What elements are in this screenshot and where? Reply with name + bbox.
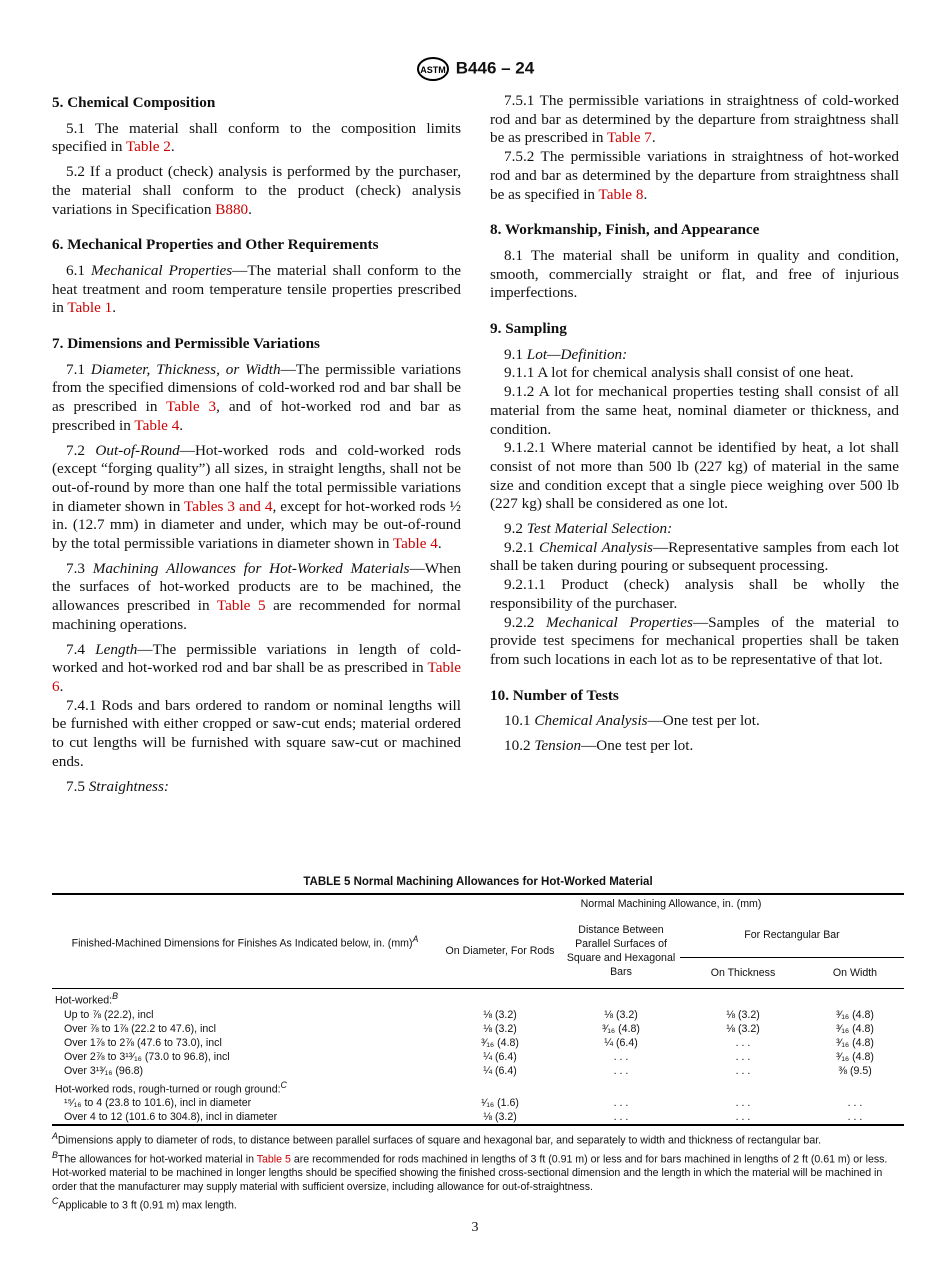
allowance-cell: ⅛ (3.2) xyxy=(604,1008,638,1021)
allowance-cell: ³⁄₁₆ (4.8) xyxy=(836,1022,874,1035)
table-row xyxy=(52,1050,904,1064)
text-run: 10.2 xyxy=(504,737,535,755)
allowance-cell: ³⁄₁₆ (4.8) xyxy=(602,1022,640,1035)
section-heading: 9. Sampling xyxy=(490,320,567,338)
cross-reference-link[interactable]: Table 3 xyxy=(166,398,217,416)
table-caption: TABLE 5 Normal Machining Allowances for Hot-Worked Material xyxy=(303,876,653,888)
text-run: are recommended for rods machined in lengths of 3 ft (0.91 m) or less and for bars machined in lengths of 2 ft (0.61 m) or less. Hot-worked material to be machined in longer lengths should be specified showing the finished cross-sectional dimension and the length in which the material will be machined in order that the manufacturer may supply material with sufficient oversize, including allowance for out-of-straightness. xyxy=(52,1153,888,1194)
page-header xyxy=(0,56,950,82)
paragraph xyxy=(490,737,899,756)
italic-term: Chemical Analysis xyxy=(538,538,653,556)
footnote xyxy=(52,1129,904,1148)
paragraph xyxy=(52,442,461,554)
dimension-cell: Up to ⅞ (22.2), incl xyxy=(64,1008,154,1021)
dimension-cell: Over 4 to 12 (101.6 to 304.8), incl in diameter xyxy=(64,1111,278,1124)
text-run: —The material shall conform to the heat treatment and room temperature tensile properties prescribed in xyxy=(52,261,461,317)
allowance-cell: ³⁄₁₆ (4.8) xyxy=(481,1036,519,1049)
table-row xyxy=(52,1096,904,1110)
section-heading: 6. Mechanical Properties and Other Requirements xyxy=(52,236,379,254)
group-label xyxy=(52,989,904,1008)
text-run: 9.1.2 A lot for mechanical properties testing shall consist of all material from the same heat, nominal diameter or thickness, and condition. xyxy=(490,383,899,438)
table-row xyxy=(52,1036,904,1050)
allowance-cell: . . . xyxy=(613,1097,629,1110)
italic-term: Mechanical Properties xyxy=(546,613,693,631)
cross-reference-link[interactable]: Table 4 xyxy=(134,416,180,434)
cross-reference-link[interactable]: Table 1 xyxy=(67,299,113,317)
table-row xyxy=(52,1064,904,1078)
col-header-distance: Distance Between Parallel Surfaces of Square and Hexagonal Bars xyxy=(566,923,676,978)
footnote-marker xyxy=(112,991,118,1001)
text-run: , except for hot-worked rods ½ in. (12.7 mm) in diameter and under, which may be out-of-round by the total permissible variations in diameter shown in xyxy=(52,497,462,553)
table-5 xyxy=(52,876,904,1213)
text-run: 6.1 xyxy=(66,261,91,279)
section-heading: 5. Chemical Composition xyxy=(52,94,216,111)
col-header-group: Normal Machining Allowance, in. (mm) xyxy=(580,898,762,910)
text-run: 9.1.1 A lot for chemical analysis shall consist of one heat. xyxy=(504,364,854,382)
table-footnotes xyxy=(52,1129,904,1213)
footnote-marker xyxy=(281,1080,287,1090)
cross-reference-link[interactable]: Table 6 xyxy=(52,659,461,695)
left-column xyxy=(52,92,461,802)
text-run: 7.5 xyxy=(66,777,89,795)
italic-term: Machining Allowances for Hot-Worked Materials xyxy=(92,559,410,577)
text-run: 9.2.2 xyxy=(504,613,547,631)
allowance-cell: ¼ (6.4) xyxy=(483,1050,517,1063)
text-run: —The permissible variations in length of cold-worked and hot-worked rod and bar shall be as prescribed in xyxy=(52,640,462,677)
text-run: 10.1 xyxy=(504,712,535,730)
text-run: . xyxy=(179,416,184,434)
cross-reference-link[interactable]: Table 2 xyxy=(125,138,171,156)
text-run: 7.4 xyxy=(66,640,96,658)
text-run: 7.5.2 The permissible variations in straightness of hot-worked rod and bar as determined by the departure from straightness shall be as specified in xyxy=(490,148,899,203)
section-heading: 7. Dimensions and Permissible Variations xyxy=(52,335,320,353)
italic-term: Test Material Selection: xyxy=(526,520,673,538)
table-row xyxy=(52,1110,904,1125)
italic-term: Tension xyxy=(534,737,582,755)
paragraph xyxy=(490,364,899,383)
text-run: . xyxy=(651,129,656,147)
section-heading: 8. Workmanship, Finish, and Appearance xyxy=(490,221,760,239)
cross-reference-link[interactable]: Table 8 xyxy=(598,185,644,203)
col-header-rectangular: For Rectangular Bar xyxy=(744,929,840,941)
paragraph xyxy=(490,383,899,439)
text-run: are recommended for normal machining operations. xyxy=(52,597,462,633)
text-run: —Hot-worked rods and cold-worked rods (except “forging quality”) all sizes, in straight lengths, shall not be out-of-round by more than one half the total permissible variations in diameter shown in xyxy=(52,441,461,515)
designation: B446 – 24 xyxy=(455,58,535,78)
table-group-row xyxy=(52,989,904,1008)
paragraph xyxy=(52,120,461,157)
allowance-cell: ⅛ (3.2) xyxy=(483,1008,517,1021)
allowance-cell: . . . xyxy=(735,1036,751,1049)
cross-reference-link[interactable]: Table 7 xyxy=(606,129,652,147)
cross-reference-link[interactable]: Table 5 xyxy=(256,1153,291,1166)
allowance-cell: . . . xyxy=(735,1097,751,1110)
text-run: . xyxy=(112,299,117,317)
group-label-text: Hot-worked rods, rough-turned or rough ground: xyxy=(55,1083,281,1096)
text-run: . xyxy=(437,535,442,553)
allowance-cell: . . . xyxy=(613,1111,629,1124)
col-header-thickness: On Thickness xyxy=(680,958,806,989)
text-run: 7.1 xyxy=(66,360,91,378)
allowance-cell: . . . xyxy=(735,1064,751,1077)
col-header-width: On Width xyxy=(806,958,904,989)
allowance-cell: . . . xyxy=(847,1097,863,1110)
allowance-cell: . . . xyxy=(847,1111,863,1124)
text-run: . xyxy=(643,185,648,203)
dimension-cell: ¹⁵⁄₁₆ to 4 (23.8 to 101.6), incl in diameter xyxy=(64,1097,252,1110)
table-group-row xyxy=(52,1078,904,1097)
allowance-cell: ⅜ (9.5) xyxy=(838,1064,872,1077)
paragraph xyxy=(52,163,461,219)
text-run: —Samples of the material to provide test specimens for mechanical properties shall be taken from such locations in each lot as to be representative of that lot. xyxy=(490,613,899,668)
text-run: . xyxy=(170,138,175,156)
text-run: —Representative samples from each lot shall be taken during pouring or subsequent processing. xyxy=(490,538,900,575)
section-heading: 10. Number of Tests xyxy=(490,686,619,704)
paragraph xyxy=(52,778,461,797)
text-run: —One test per lot. xyxy=(647,712,760,730)
paragraph xyxy=(490,520,899,539)
allowance-cell: ³⁄₁₆ (4.8) xyxy=(836,1036,874,1049)
allowance-cell: ¹⁄₁₆ (1.6) xyxy=(481,1097,519,1110)
cross-reference-link[interactable]: Table 4 xyxy=(392,535,438,553)
allowance-cell: . . . xyxy=(735,1111,751,1124)
paragraph xyxy=(490,614,899,670)
text-run: 5.2 If a product (check) analysis is performed by the purchaser, the material shall conform to the product (check) analysis variations in Specification xyxy=(52,163,461,218)
footnote-letter: A xyxy=(52,1131,58,1142)
italic-term: Mechanical Properties xyxy=(90,261,233,279)
astm-logo-icon xyxy=(416,56,450,82)
footnote-letter: C xyxy=(52,1196,59,1207)
allowance-cell: ⅛ (3.2) xyxy=(483,1022,517,1035)
text-run: Applicable to 3 ft (0.91 m) max length. xyxy=(58,1199,237,1212)
text-run: —The permissible variations from the specified dimensions of cold-worked rod and bar shall be as prescribed in xyxy=(52,360,461,416)
text-run: —When the surfaces of hot-worked products are to be machined, the allowances prescribed in xyxy=(52,559,461,615)
paragraph xyxy=(490,346,899,365)
paragraph xyxy=(490,247,899,303)
text-run: 7.3 xyxy=(66,559,93,577)
text-run: , and of hot-worked rod and bar as prescribed in xyxy=(52,398,461,434)
italic-term: Length xyxy=(95,640,138,658)
footnote-letter: B xyxy=(52,1149,58,1160)
allowance-cell: . . . xyxy=(613,1064,629,1077)
col-header-diameter: On Diameter, For Rods xyxy=(445,944,555,957)
text-run: 5.1 The material shall conform to the composition limits specified in xyxy=(52,119,461,156)
allowance-cell: ³⁄₁₆ (4.8) xyxy=(836,1008,874,1021)
paragraph xyxy=(52,361,461,436)
paragraph xyxy=(490,576,899,613)
text-run: 9.1.2.1 Where material cannot be identified by heat, a lot shall consist of not more than 500 lb (227 kg) of material in the same size and condition except that a single piece weighing over 500 lb (227 kg) shall be considered as one lot. xyxy=(490,439,899,513)
italic-term: Diameter, Thickness, or Width xyxy=(90,360,281,378)
allowance-cell: ⅛ (3.2) xyxy=(726,1008,760,1021)
text-run: Dimensions apply to diameter of rods, to distance between parallel surfaces of square and hexagonal bar, and separately to width and thickness of rectangular bar. xyxy=(57,1134,822,1147)
allowance-cell: ¼ (6.4) xyxy=(483,1064,517,1077)
text-run: 9.2 xyxy=(504,520,527,538)
text-run: 7.2 xyxy=(66,441,96,459)
allowance-cell: . . . xyxy=(613,1050,629,1063)
cross-reference-link[interactable]: B880 xyxy=(215,200,249,218)
dimension-cell: Over 3¹³⁄₁₆ (96.8) xyxy=(64,1064,144,1077)
allowance-cell: ³⁄₁₆ (4.8) xyxy=(836,1050,874,1063)
paragraph xyxy=(490,712,899,731)
svg-text:ASTM: ASTM xyxy=(420,65,446,75)
text-run: . xyxy=(248,200,252,218)
text-run: 9.2.1 xyxy=(504,538,539,556)
cross-reference-link[interactable]: Tables 3 and 4 xyxy=(184,497,273,515)
text-run: . xyxy=(59,677,64,695)
group-label-text: Hot-worked: xyxy=(55,994,113,1007)
group-label xyxy=(52,1078,904,1097)
text-run: 9.2.1.1 Product (check) analysis shall be wholly the responsibility of the purchaser. xyxy=(490,576,899,612)
dimension-cell: Over ⅞ to 1⅞ (22.2 to 47.6), incl xyxy=(64,1022,216,1035)
dimension-cell: Over 1⅞ to 2⅞ (47.6 to 73.0), incl xyxy=(64,1036,222,1049)
right-column xyxy=(490,92,899,762)
footnote-letter: B xyxy=(112,991,118,1001)
page-number: 3 xyxy=(471,1220,479,1235)
col-header-dimensions: Finished-Machined Dimensions for Finishes As Indicated below, in. (mm)$^A$ xyxy=(71,934,419,950)
italic-term: Straightness: xyxy=(88,777,169,795)
italic-term: Chemical Analysis xyxy=(534,712,648,730)
allowance-cell: ¼ (6.4) xyxy=(604,1036,638,1049)
text-run: 7.5.1 The permissible variations in straightness of cold-worked rod and bar as determined by the departure from straightness shall be as prescribed in xyxy=(490,92,899,147)
paragraph xyxy=(490,539,899,576)
text-run: —One test per lot. xyxy=(581,737,694,755)
table-row xyxy=(52,1008,904,1022)
paragraph xyxy=(52,560,461,635)
text-run: 8.1 The material shall be uniform in quality and condition, smooth, commercially straight or flat, and free of injurious imperfections. xyxy=(490,246,899,302)
paragraph xyxy=(490,439,899,514)
text-run: 9.1 xyxy=(504,345,527,363)
paragraph xyxy=(490,92,899,148)
dimension-cell: Over 2⅞ to 3¹³⁄₁₆ (73.0 to 96.8), incl xyxy=(64,1050,230,1063)
cross-reference-link[interactable]: Table 5 xyxy=(216,597,266,615)
allowance-cell: . . . xyxy=(735,1050,751,1063)
allowance-cell: ⅛ (3.2) xyxy=(483,1111,517,1124)
italic-term: Out-of-Round xyxy=(95,441,180,459)
paragraph xyxy=(52,262,461,318)
allowance-cell: ⅛ (3.2) xyxy=(726,1022,760,1035)
text-run: The allowances for hot-worked material in xyxy=(57,1153,257,1166)
paragraph xyxy=(490,148,899,204)
footnote xyxy=(52,1148,904,1195)
footnote-letter: C xyxy=(280,1079,287,1090)
text-run: 7.4.1 Rods and bars ordered to random or nominal lengths will be furnished with either cropped or saw-cut ends; material ordered to cut lengths will be furnished with square saw-cut or machined ends. xyxy=(52,696,461,770)
italic-term: Lot—Definition: xyxy=(526,345,628,363)
footnote xyxy=(52,1194,904,1213)
paragraph xyxy=(52,641,461,697)
paragraph xyxy=(52,697,461,772)
table-row xyxy=(52,1022,904,1036)
